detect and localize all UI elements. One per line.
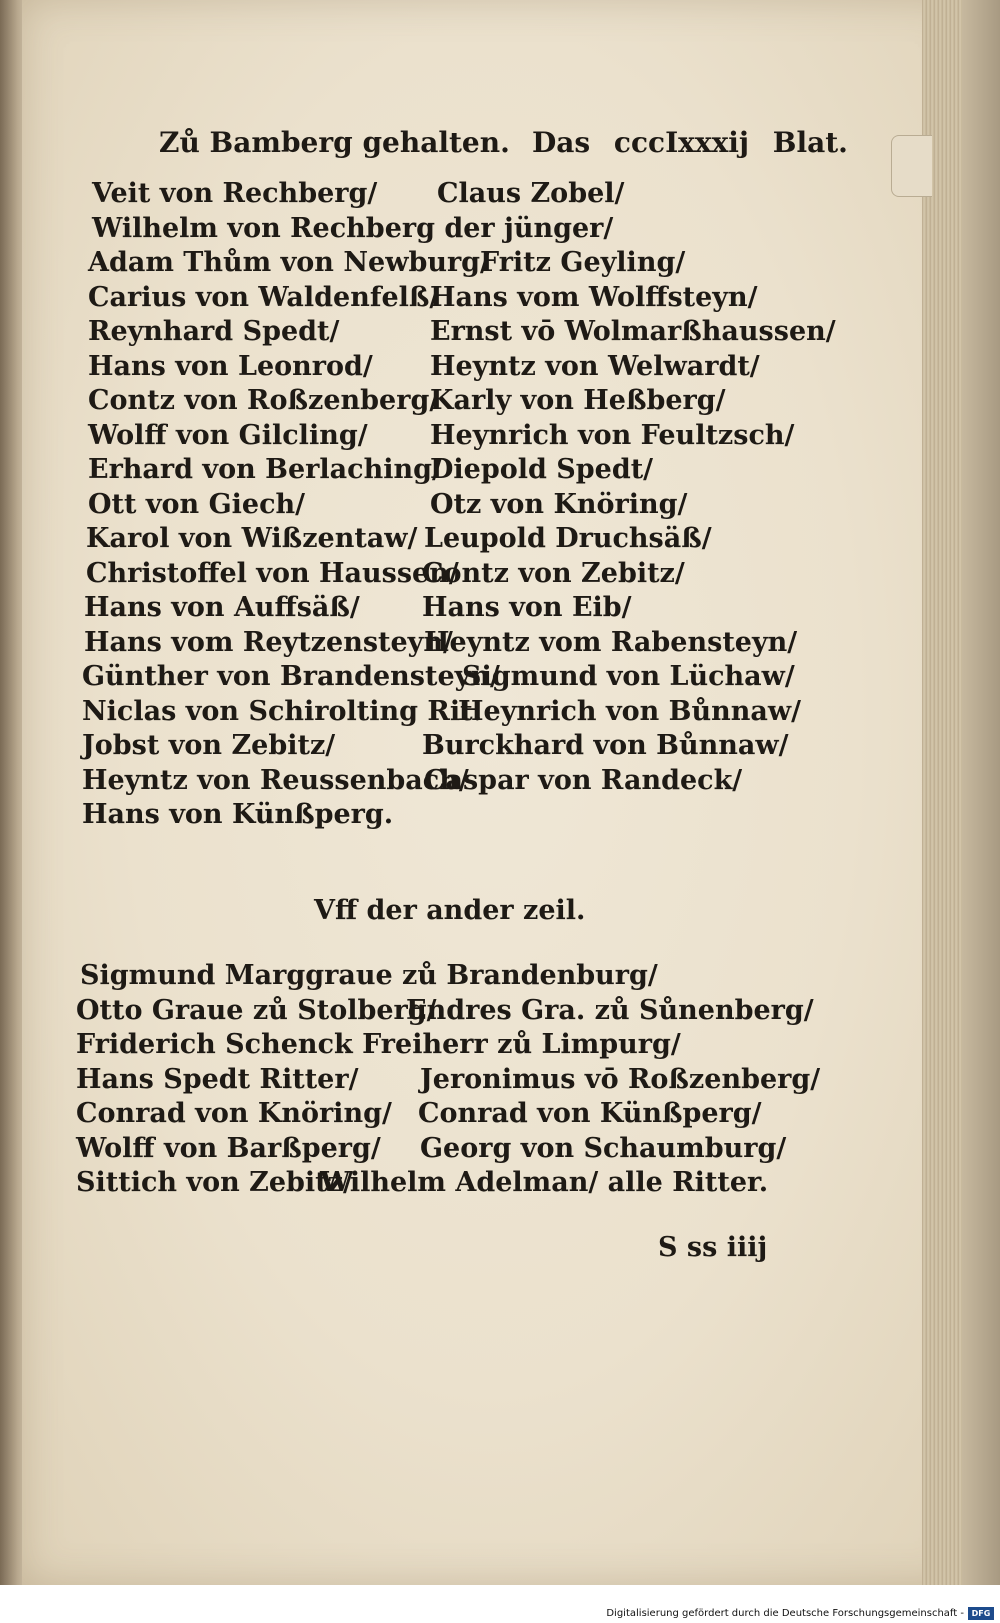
list-item — [22, 627, 962, 662]
name-right: Leupold Druchsäß/ — [424, 523, 712, 554]
list-item — [22, 316, 962, 351]
name-right: Endres Gra. zů Sůnenberg/ — [406, 994, 814, 1026]
list-item — [22, 960, 962, 995]
list-item — [22, 213, 962, 248]
book-page — [22, 0, 962, 1585]
list-item — [22, 730, 962, 765]
name-left: Reynhard Spedt/ — [88, 316, 340, 347]
name-left: Wolff von Gilcling/ — [88, 419, 368, 451]
name-right: Karly von Heßberg/ — [430, 385, 726, 416]
list-item — [22, 523, 962, 558]
name-left: Erhard von Berlaching/ — [88, 454, 442, 485]
list-item — [22, 558, 962, 593]
name-right: Contz von Zebitz/ — [422, 557, 685, 589]
list-item — [22, 696, 962, 731]
section-title: Vff der ander zeil. — [314, 895, 586, 926]
list-item — [22, 351, 962, 386]
running-head-folio: Das cccIxxxij Blat. — [532, 126, 848, 159]
list-item — [22, 995, 962, 1030]
footer-bar — [0, 1585, 1000, 1623]
name-right: Caspar von Randeck/ — [424, 764, 743, 796]
list-item — [22, 1064, 962, 1099]
name-right: Diepold Spedt/ — [430, 454, 654, 485]
name-left: Heyntz von Reussenbach/ — [82, 764, 469, 796]
roster-second-row — [22, 960, 962, 1202]
name-left: Hans von Auffsäß/ — [84, 592, 360, 623]
list-item — [22, 1098, 962, 1133]
name-right: Burckhard von Bůnnaw/ — [422, 730, 789, 761]
name-right: Heyntz vom Rabensteyn/ — [424, 626, 798, 658]
running-head-left: Zů Bamberg gehalten. — [159, 126, 510, 159]
list-item — [22, 799, 962, 834]
name-left: Carius von Waldenfelß/ — [88, 281, 440, 313]
name-left: Niclas von Schirolting Rit. — [82, 695, 482, 727]
name-left: Contz von Roßzenberg/ — [88, 385, 440, 416]
name-left: Friderich Schenck Freiherr zů Limpurg/ — [76, 1029, 681, 1060]
name-left: Otto Graue zů Stolberg/ — [76, 994, 437, 1026]
name-left: Günther von Brandensteyn/ — [82, 661, 500, 692]
list-item — [22, 765, 962, 800]
list-item — [22, 1167, 962, 1202]
list-item — [22, 592, 962, 627]
name-left: Conrad von Knöring/ — [76, 1098, 392, 1129]
name-right: Hans vom Wolffsteyn/ — [430, 281, 758, 313]
name-left: Veit von Rechberg/ — [92, 178, 378, 209]
name-left: Sigmund Marggraue zů Brandenburg/ — [80, 960, 658, 991]
list-item — [22, 489, 962, 524]
name-right: Fritz Geyling/ — [480, 247, 686, 278]
list-item — [22, 385, 962, 420]
name-right: Sigmund von Lüchaw/ — [462, 661, 795, 692]
name-left: Wolff von Barßperg/ — [76, 1132, 381, 1164]
name-left: Jobst von Zebitz/ — [82, 730, 336, 761]
name-left: Hans von Künßperg. — [82, 799, 394, 830]
name-left: Sittich von Zebitz/ — [76, 1167, 353, 1198]
name-right: Claus Zobel/ — [437, 178, 625, 209]
name-right: Georg von Schaumburg/ — [420, 1132, 787, 1164]
name-right: Heynrich von Bůnnaw/ — [458, 695, 801, 727]
name-right: Otz von Knöring/ — [430, 488, 688, 520]
name-right: Heyntz von Welwardt/ — [430, 350, 760, 382]
list-item — [22, 661, 962, 696]
dfg-logo: DFG — [968, 1607, 994, 1620]
name-left: Hans vom Reytzensteyn/ — [84, 626, 453, 658]
list-item — [22, 178, 962, 213]
roster-first-row — [22, 178, 962, 834]
name-right: Jeronimus vō Roßzenberg/ — [420, 1063, 821, 1095]
name-left: Karol von Wißzentaw/ — [86, 523, 418, 554]
signature-mark: S ss iiij — [658, 1232, 768, 1263]
footer-credit: Digitalisierung gefördert durch die Deutsche Forschungsgemeinschaft - — [606, 1608, 964, 1619]
list-item — [22, 420, 962, 455]
list-item — [22, 247, 962, 282]
list-item — [22, 454, 962, 489]
name-left: Ott von Giech/ — [88, 488, 306, 520]
name-left: Christoffel von Haussen/ — [86, 557, 459, 589]
name-left: Adam Thům von Newburg/ — [88, 247, 490, 278]
name-right: Conrad von Künßperg/ — [418, 1098, 762, 1129]
name-right: Ernst vō Wolmarßhaussen/ — [430, 316, 836, 347]
name-right: Hans von Eib/ — [422, 592, 632, 623]
list-item — [22, 1133, 962, 1168]
list-item — [22, 1029, 962, 1064]
name-left: Hans von Leonrod/ — [88, 350, 373, 382]
name-right: Heynrich von Feultzsch/ — [430, 419, 795, 451]
name-left: Hans Spedt Ritter/ — [76, 1063, 359, 1095]
list-item — [22, 282, 962, 317]
name-right: Wilhelm Adelman/ alle Ritter. — [320, 1167, 769, 1198]
name-left: Wilhelm von Rechberg der jünger/ — [92, 212, 614, 244]
